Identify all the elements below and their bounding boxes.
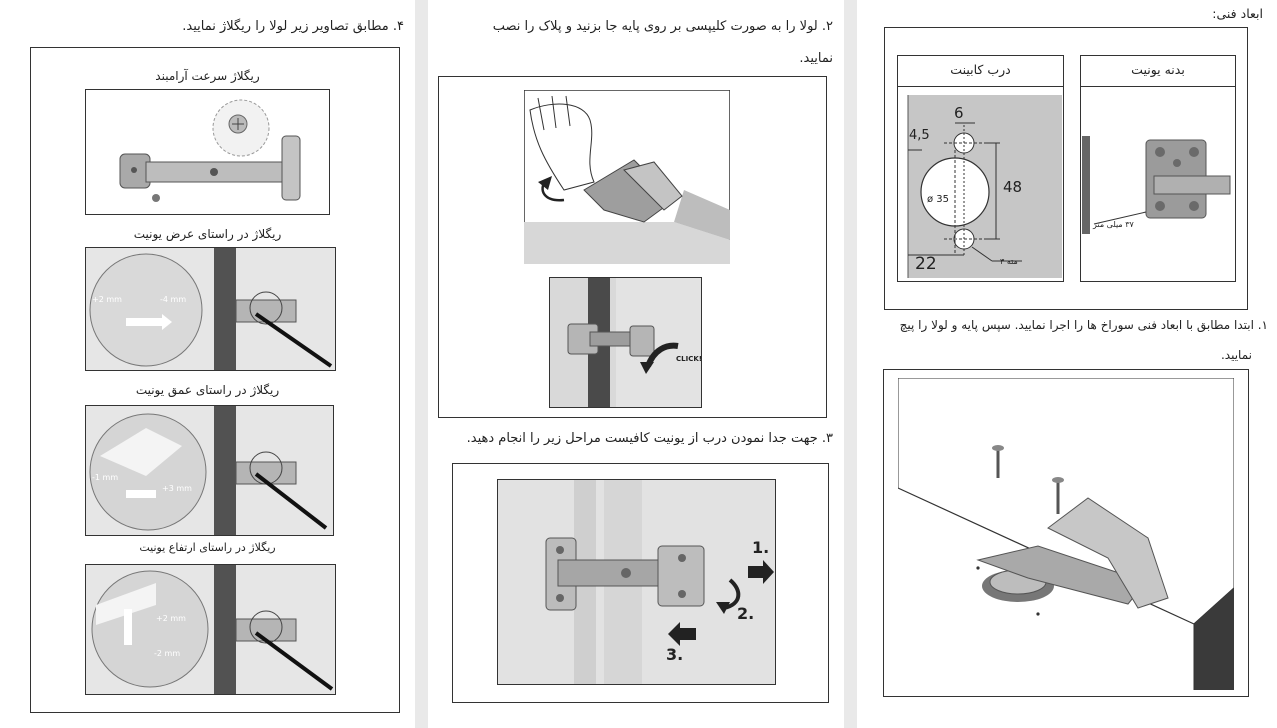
step4-line: ۴. مطابق تصاویر زیر لولا را ریگلاژ نمایید. <box>182 19 404 34</box>
step-3-label: 3. <box>666 645 684 664</box>
step-1-label: 1. <box>752 538 770 557</box>
dim-6: 6 <box>954 104 964 122</box>
divider <box>1080 86 1236 87</box>
depth-adjust-image <box>85 405 334 536</box>
cabinet-door-label: درب کابینت <box>950 62 1011 77</box>
step1-line1: ۱. ابتدا مطابق با ابعاد فنی سوراخ ها را اجرا نمایید. سپس پایه و لولا را پیچ <box>899 318 1268 332</box>
step2-line1: ۲. لولا را به صورت کلیپسی بر روی پایه جا بزنید و پلاک را نصب <box>492 19 833 34</box>
cap-height: ریگلاژ در راستای ارتفاع یونیت <box>139 541 276 554</box>
drill-note: مته ۳ <box>1000 257 1018 266</box>
speed-adjust-image <box>85 89 330 215</box>
divider <box>897 86 1064 87</box>
door-drilling-diagram <box>904 95 1062 278</box>
height-minus: -2 mm <box>154 649 181 658</box>
tech-dims-title: ابعاد فنی: <box>1212 6 1263 21</box>
dim-4-5: 4,5 <box>909 128 930 143</box>
dim-22: 22 <box>915 254 937 274</box>
step1-line2: نمایید. <box>1220 348 1252 362</box>
step3-line: ۳. جهت جدا نمودن درب از یونیت کافیست مراحل زیر را انجام دهید. <box>466 431 833 446</box>
height-adjust-image <box>85 564 336 695</box>
column-gap <box>844 0 857 728</box>
width-minus: -4 mm <box>160 295 187 304</box>
click-label: CLICK! <box>676 355 702 363</box>
width-plus: +2 mm <box>92 295 122 304</box>
click-photo <box>549 277 702 408</box>
clip-on-illustration <box>524 90 730 264</box>
dim-48: 48 <box>1003 178 1023 196</box>
step-2-label: 2. <box>737 604 755 623</box>
depth-plus: +3 mm <box>162 484 192 493</box>
height-plus: +2 mm <box>156 614 186 623</box>
column-gap <box>415 0 428 728</box>
dim-35: ø 35 <box>927 194 950 205</box>
unit-body-label: بدنه یونیت <box>1131 62 1185 77</box>
step1-illustration <box>898 378 1234 690</box>
step2-line2: نمایید. <box>799 51 833 66</box>
mm-note: ۳۷ میلی متر <box>1093 220 1134 229</box>
cap-width: ریگلاژ در راستای عرض یونیت <box>133 227 282 241</box>
detach-photo <box>497 479 776 685</box>
width-adjust-image <box>85 247 336 371</box>
cap-speed: ریگلاژ سرعت آرامبند <box>155 69 260 83</box>
depth-minus: -1 mm <box>92 473 119 482</box>
cap-depth: ریگلاژ در راستای عمق یونیت <box>135 383 280 397</box>
